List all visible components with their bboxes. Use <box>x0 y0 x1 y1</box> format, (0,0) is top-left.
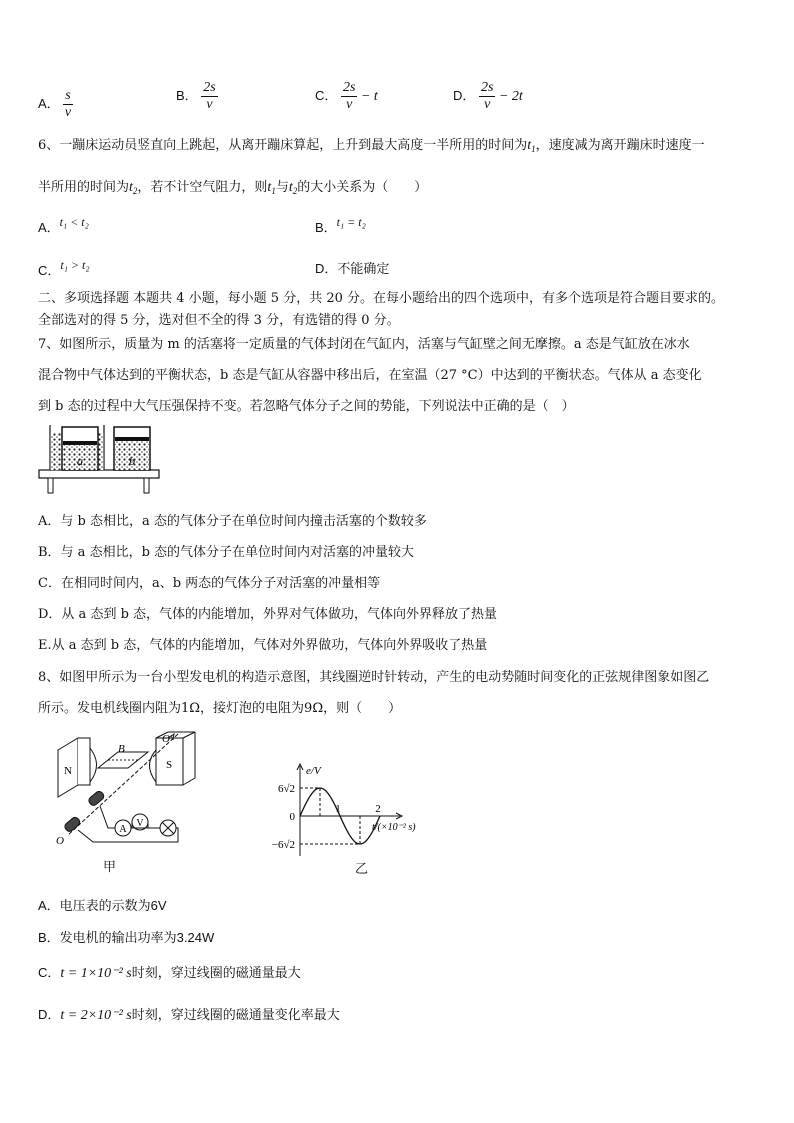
x-tick-label: 1 <box>335 803 341 815</box>
field-b-label: B <box>118 743 125 755</box>
figure-jia-caption: 甲 <box>103 860 117 875</box>
q5-option-d-fraction <box>479 80 495 113</box>
axis-o-prime-label: O' <box>162 733 173 745</box>
option-label: C． <box>38 965 61 980</box>
q8-option-b: B．发电机的输出功率为3.24W <box>38 930 215 945</box>
magnet-s-label: S <box>165 759 173 771</box>
option-text: 时刻，穿过线圈的磁通量变化率最大 <box>131 1007 340 1022</box>
fig-label-a: a <box>77 454 83 468</box>
y-tick-label: 0 <box>289 811 295 823</box>
q7-stem-line3: 到 b 态的过程中大气压强保持不变。若忽略气体分子之间的势能，下列说法中正确的是（ ） <box>38 399 575 414</box>
option-math: t₁ = t₂ <box>336 215 366 229</box>
option-math: t = 2×10⁻² s <box>60 1008 132 1023</box>
option-math: t₁ < t₂ <box>59 215 89 229</box>
q6-option-b <box>315 215 366 236</box>
q5-option-c-label: C． <box>315 87 338 103</box>
q6-option-d <box>315 258 389 277</box>
q6-text: ，若不计空气阻力，则 <box>137 180 268 195</box>
q5-option-b-label: B． <box>176 87 198 103</box>
q7-option-c: C．在相同时间内，a、b 两态的气体分子对活塞的冲量相等 <box>38 576 381 591</box>
t1-symbol: $t_1$ <box>267 180 276 196</box>
q7-cylinder-figure <box>38 423 160 495</box>
fraction-denominator: v <box>64 105 72 120</box>
y-tick-label: −6√2 <box>271 839 295 851</box>
q5-option-d <box>453 80 523 113</box>
q6-text: 半所用的时间为 <box>38 180 130 195</box>
option-label: C． <box>38 263 61 278</box>
q6-text: 与 <box>275 180 289 195</box>
ammeter-label: A <box>119 824 127 835</box>
q8-option-d <box>38 1004 340 1024</box>
option-label: A． <box>38 220 60 235</box>
fig-label-b: b <box>129 454 135 468</box>
q7-option-a: A．与 b 态相比，a 态的气体分子在单位时间内撞击活塞的个数较多 <box>38 514 427 529</box>
q8-option-a: A．电压表的示数为6V <box>38 898 167 913</box>
q7-stem-line2: 混合物中气体达到的平衡状态，b 态是气缸从容器中移出后，在室温（27 °C）中达到的平衡状态。气体从 a 态变化 <box>38 368 702 383</box>
fraction-numerator: 2s <box>481 80 494 95</box>
option-math: t₁ > t₂ <box>60 258 90 272</box>
q5-option-c-tail: − t <box>357 88 378 104</box>
option-text: 不能确定 <box>337 261 390 276</box>
y-tick-label: 6√2 <box>277 783 295 795</box>
magnet-n-label: N <box>64 765 72 777</box>
q6-text: 6、一蹦床运动员竖直向上跳起，从离开蹦床算起，上升到最大高度一半所用的时间为 <box>38 138 528 153</box>
q5-option-a-fraction <box>63 88 72 121</box>
t2-symbol: $t_2$ <box>129 180 138 196</box>
x-tick-label: 2 <box>375 803 381 815</box>
fraction-numerator: 2s <box>203 80 216 95</box>
option-label: D． <box>315 261 338 276</box>
option-math: t = 1×10⁻² s <box>60 966 132 981</box>
fraction-denominator: v <box>346 97 353 112</box>
q7-stem-line1: 7、如图所示，质量为 m 的活塞将一定质量的气体封闭在气缸内，活塞与气缸壁之间无摩擦。a 态是气缸放在冰水 <box>38 337 690 352</box>
fraction-denominator: v <box>484 97 491 112</box>
q5-option-d-label: D． <box>453 87 476 103</box>
t-var: t <box>527 138 532 153</box>
option-label: B． <box>315 220 337 235</box>
emf-chart <box>250 760 450 860</box>
voltmeter-label: V <box>136 818 144 829</box>
q6-option-c <box>38 258 90 279</box>
q5-option-c-fraction <box>341 80 357 113</box>
q7-option-d: D．从 a 态到 b 态，气体的内能增加，外界对气体做功，气体向外界释放了热量 <box>38 607 498 622</box>
t1-symbol: $t_1$ <box>527 138 536 154</box>
t2-symbol: $t_2$ <box>288 180 298 196</box>
q6-stem-line2 <box>38 176 427 196</box>
generator-diagram <box>48 730 200 850</box>
q5-option-c <box>315 80 378 113</box>
section2-heading-line1: 二、多项选择题 本题共 4 小题，每小题 5 分，共 20 分。在每小题给出的四个选项中，有多个选项是符合题目要求的。 <box>38 291 725 306</box>
q6-text: ，速度减为离开蹦床时速度一 <box>535 138 705 153</box>
q6-option-a <box>38 215 89 236</box>
q7-option-b: B．与 a 态相比，b 态的气体分子在单位时间内对活塞的冲量较大 <box>38 545 415 560</box>
q5-option-a-label: A． <box>38 95 60 111</box>
fraction-numerator: s <box>65 88 71 103</box>
axis-o-label: O <box>56 835 64 847</box>
q8-stem-line2: 所示。发电机线圈内阻为1Ω，接灯泡的电阻为9Ω，则（ ） <box>38 701 402 716</box>
figure-yi-caption: 乙 <box>355 862 369 877</box>
q6-text: 的大小关系为（ ） <box>297 180 428 195</box>
x-axis-label: t/(×10⁻² s) <box>372 822 416 833</box>
q8-stem-line1: 8、如图甲所示为一台小型发电机的构造示意图，其线圈逆时针转动，产生的电动势随时间变化的正弦规律图象如图乙 <box>38 670 710 685</box>
fraction-denominator: v <box>206 97 213 112</box>
q7-option-e: E.从 a 态到 b 态，气体的内能增加，气体对外界做功，气体向外界吸收了热量 <box>38 638 488 653</box>
option-text: 时刻，穿过线圈的磁通量最大 <box>131 965 301 980</box>
q5-option-a <box>38 88 73 121</box>
q6-stem-line1 <box>38 134 705 154</box>
q5-option-b <box>176 80 218 113</box>
fraction-numerator: 2s <box>343 80 356 95</box>
y-axis-label: e/V <box>306 765 321 777</box>
option-label: D． <box>38 1007 61 1022</box>
q5-option-d-tail: − 2t <box>495 88 523 104</box>
section2-heading-line2: 全部选对的得 5 分，选对但不全的得 3 分，有选错的得 0 分。 <box>38 313 400 328</box>
q8-option-c <box>38 962 301 982</box>
q5-option-b-fraction <box>201 80 217 113</box>
